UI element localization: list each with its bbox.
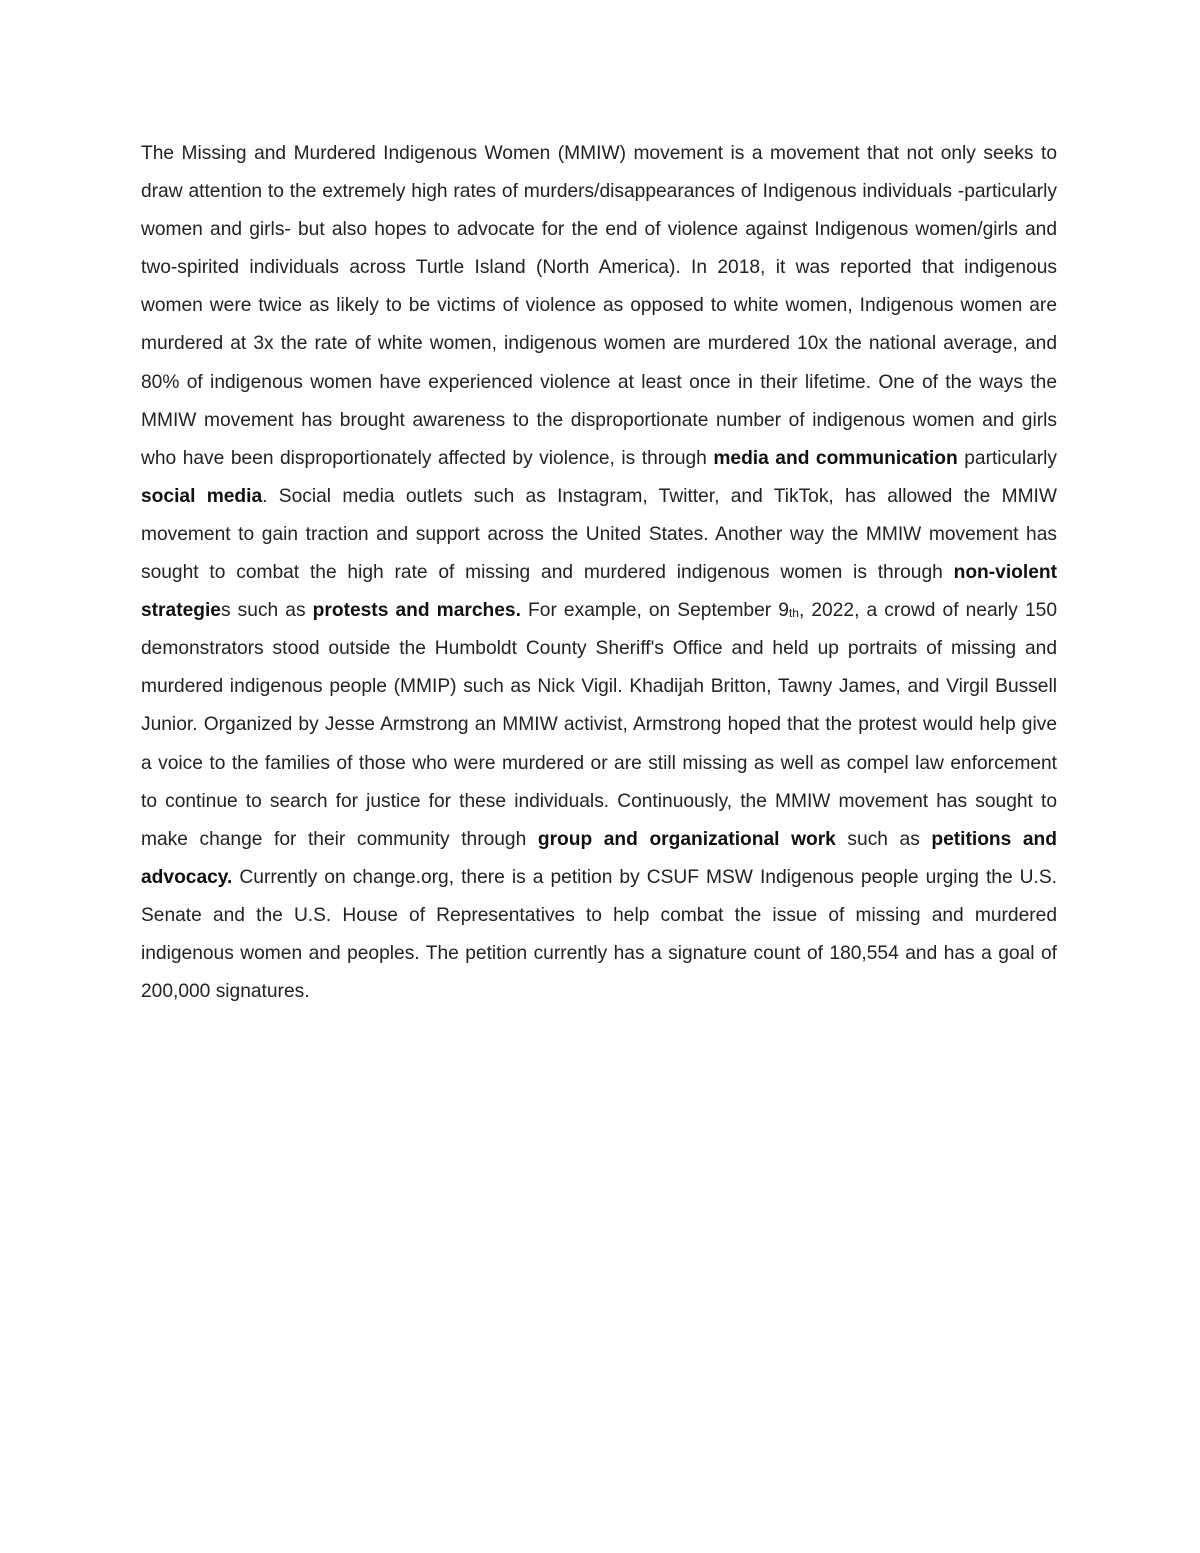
body-paragraph	[141, 135, 1057, 1011]
bold-phrase-group-and-organizational-work: group and organizational work	[537, 828, 836, 850]
text-segment: The Missing and Murdered Indigenous Women (MMIW) movement is a movement that not only seeks to draw attention to the extremely high rates of murders/disappearances of Indigenous individuals -particularly women and girls- but also hopes to advocate for the end of violence against Indigenous women/girls and two-spirited individuals across Turtle Island (North America). In 2018, it was reported that indigenous women were twice as likely to be victims of violence as opposed to white women, Indigenous women are murdered at 3x the rate of white women, indigenous women are murdered 10x the national average, and 80% of indigenous women have experienced violence at least once in their lifetime. One of the ways the MMIW movement has brought awareness to the disproportionate number of indigenous women and girls who have been disproportionately affected by violence, is through	[141, 143, 1057, 469]
bold-phrase-non-violent-strategies: non-violent strategie	[141, 562, 1057, 622]
bold-phrase-protests-and-marches: protests and marches.	[312, 600, 521, 622]
bold-phrase-media-and-communication: media and communication	[713, 447, 958, 469]
text-segment: Currently on change.org, there is a petition by CSUF MSW Indigenous people urging the U.S. Senate and the U.S. House of Representatives to help combat the issue of missing and murdered indigenous women and peoples. The petition currently has a signature count of 180,554 and has a goal of 200,000 signatures.	[141, 866, 1057, 1003]
bold-phrase-petitions-and-advocacy: petitions and advocacy.	[141, 828, 1058, 888]
text-segment: , 2022, a crowd of nearly 150 demonstrators stood outside the Humboldt County Sheriff's Office and held up portraits of missing and murdered indigenous people (MMIP) such as Nick Vigil. Khadijah Britton, Tawny James, and Virgil Bussell Junior. Organized by Jesse Armstrong an MMIW activist, Armstrong hoped that the protest would help give a voice to the families of those who were murdered or are still missing as well as compel law enforcement to continue to search for justice for these individuals. Continuously, the MMIW movement has sought to make change for their community through	[141, 600, 1057, 850]
text-segment: such as	[835, 828, 932, 850]
text-segment: . Social media outlets such as Instagram, Twitter, and TikTok, has allowed the MMIW movement to gain traction and support across the United States. Another way the MMIW movement has sought to combat the high rate of missing and murdered indigenous women is through	[141, 485, 1058, 584]
ordinal-suffix: th	[788, 606, 799, 621]
bold-phrase-social-media: social media	[141, 485, 263, 507]
text-segment: s such as	[220, 600, 313, 622]
text-segment: For example, on September 9	[520, 600, 789, 622]
text-segment: particularly	[957, 447, 1057, 469]
